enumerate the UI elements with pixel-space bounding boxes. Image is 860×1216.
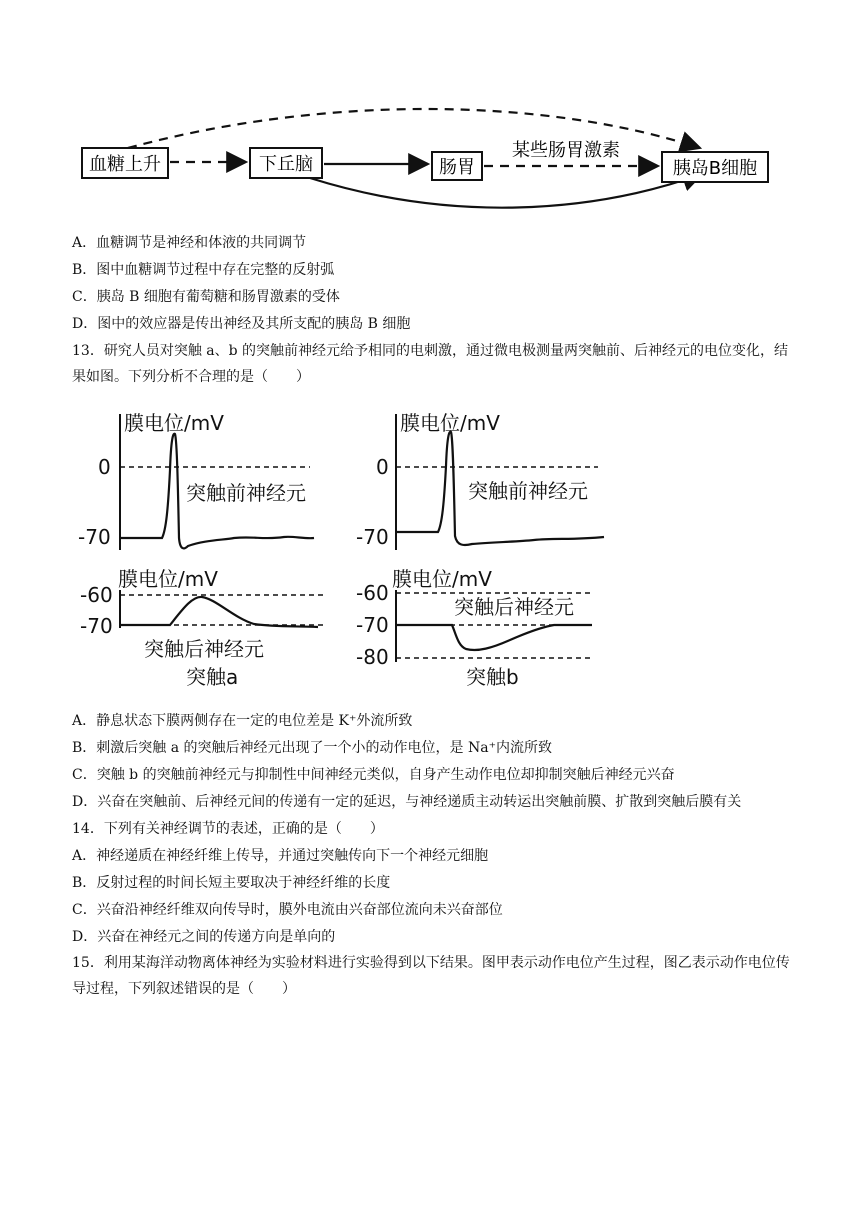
synapse-b-label: 突触b [466,665,519,689]
ylabel-a-post: 膜电位/mV [118,567,218,591]
q13-option-b: B．刺激后突触 a 的突触后神经元出现了一个小的动作电位，是 Na⁺内流所致 [72,740,552,756]
q14-option-a: A．神经递质在神经纤维上传导，并通过突触传向下一个神经元细胞 [72,848,489,864]
synapse-a-label: 突触a [186,665,239,689]
tick-m60-a: -60 [80,583,113,607]
pre-label-a: 突触前神经元 [186,481,306,505]
blood-sugar-flow-diagram [70,104,790,214]
gut-hormone-label: 某些肠胃激素 [512,140,620,161]
tick-0-a: 0 [98,455,111,479]
synapse-potential-figure [74,400,634,700]
q13-option-a: A．静息状态下膜两侧存在一定的电位差是 K⁺外流所致 [72,713,413,729]
tick-m70-a-pre: -70 [78,525,111,549]
q13-option-c: C．突触 b 的突触前神经元与抑制性中间神经元类似，自身产生动作电位却抑制突触后神经元兴奋 [72,767,675,783]
ipsp-curve-b [396,625,592,650]
node-islet-b-cell: 胰岛B细胞 [672,158,758,179]
node-gut: 肠胃 [439,157,475,178]
q12-option-a: A．血糖调节是神经和体液的共同调节 [72,235,307,251]
tick-m80-b: -80 [356,645,389,669]
q14-option-d: D．兴奋在神经元之间的传递方向是单向的 [72,929,336,945]
node-hypothalamus: 下丘脑 [259,154,313,175]
ylabel-b-post: 膜电位/mV [392,567,492,591]
q13-option-d: D．兴奋在突触前、后神经元间的传递有一定的延迟，与神经递质主动转运出突触前膜、扩散到突触后膜有关 [72,794,742,810]
tick-m60-b: -60 [356,581,389,605]
pre-label-b: 突触前神经元 [468,479,588,503]
tick-m70-b: -70 [356,613,389,637]
tick-m70-b-pre: -70 [356,525,389,549]
q14-option-c: C．兴奋沿神经纤维双向传导时，膜外电流由兴奋部位流向未兴奋部位 [72,902,503,918]
q12-option-c: C．胰岛 B 细胞有葡萄糖和肠胃激素的受体 [72,289,340,305]
q12-option-d: D．图中的效应器是传出神经及其所支配的胰岛 B 细胞 [72,316,411,332]
q14-option-b: B．反射过程的时间长短主要取决于神经纤维的长度 [72,875,391,891]
solid-arc-arrow [310,174,702,208]
q15-stem: 15．利用某海洋动物离体神经为实验材料进行实验得到以下结果。图甲表示动作电位产生过程，图乙表示动作电位传导过程，下列叙述错误的是（ ） [72,955,790,997]
node-blood-sugar: 血糖上升 [89,154,161,175]
ylabel-b-pre: 膜电位/mV [400,411,500,435]
ylabel-a-pre: 膜电位/mV [124,411,224,435]
q12-option-b: B．图中血糖调节过程中存在完整的反射弧 [72,262,335,278]
post-label-b: 突触后神经元 [454,595,574,619]
post-label-a: 突触后神经元 [144,637,264,661]
epsp-curve-a [120,597,318,627]
tick-m70-a-post: -70 [80,614,113,638]
q14-stem: 14．下列有关神经调节的表述，正确的是（ ） [72,821,384,837]
q13-stem: 13．研究人员对突触 a、b 的突触前神经元给予相同的电刺激，通过微电极测量两突触前、后神经元的电位变化，结果如图。下列分析不合理的是（ ） [72,343,789,385]
tick-0-b: 0 [376,455,389,479]
